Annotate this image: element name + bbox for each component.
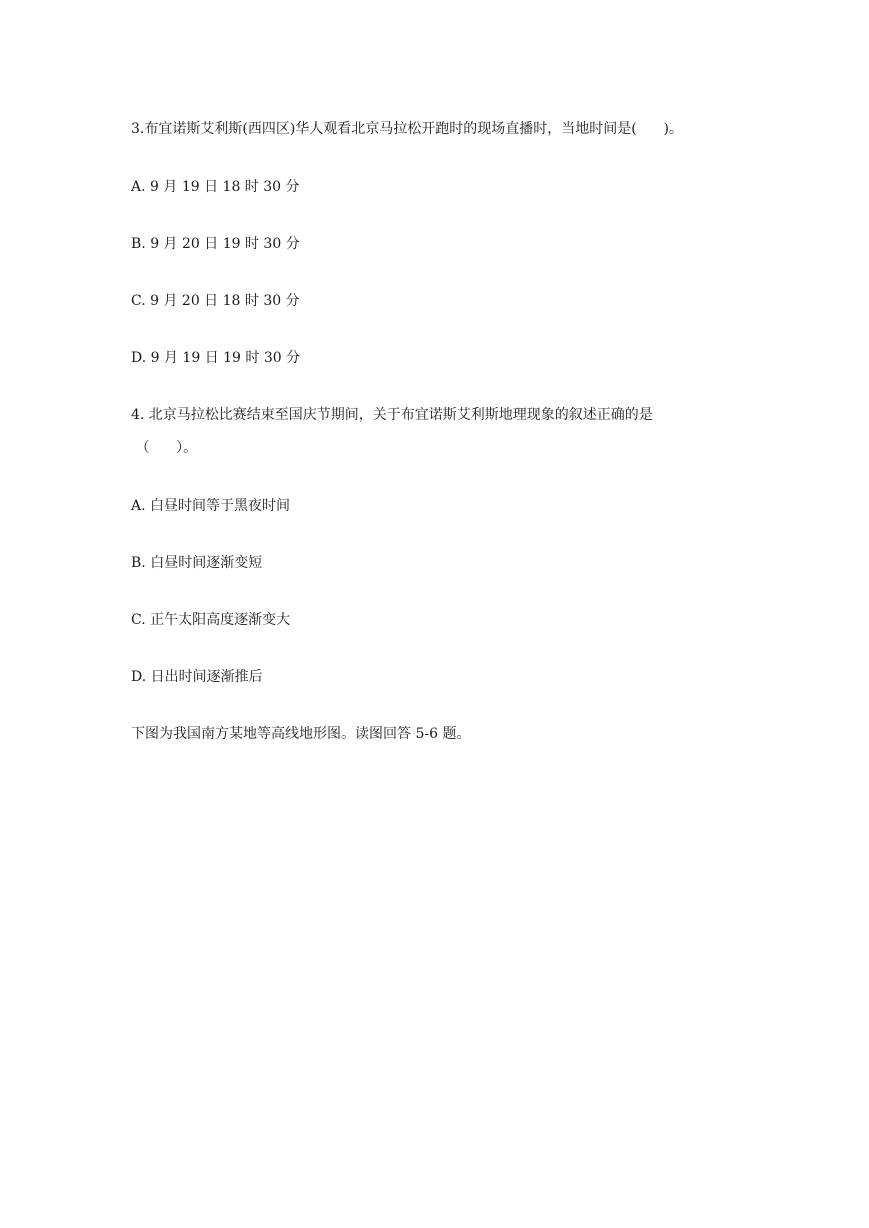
question-3-option-d: D. 9 月 19 日 19 时 30 分 (131, 350, 301, 366)
question-3-option-a: A. 9 月 19 日 18 时 30 分 (131, 179, 300, 195)
section-intro-text: 下图为我国南方某地等高线地形图。读图回答 5-6 题。 (131, 726, 471, 742)
question-4-stem-line-1: 4. 北京马拉松比赛结束至国庆节期间，关于布宜诺斯艾利斯地理现象的叙述正确的是 (131, 407, 653, 423)
question-3-option-b: B. 9 月 20 日 19 时 30 分 (131, 236, 300, 252)
question-3-stem: 3.布宜诺斯艾利斯(西四区)华人观看北京马拉松开跑时的现场直播时，当地时间是( )。 (131, 121, 683, 137)
question-4-option-c: C. 正午太阳高度逐渐变大 (131, 612, 291, 628)
question-3-option-c: C. 9 月 20 日 18 时 30 分 (131, 293, 300, 309)
question-4-option-d: D. 日出时间逐渐推后 (131, 669, 263, 685)
question-4-option-a: A. 白昼时间等于黑夜时间 (131, 498, 291, 514)
question-4-stem-line-2: （ ）。 (131, 440, 198, 456)
question-4-option-b: B. 白昼时间逐渐变短 (131, 555, 263, 571)
